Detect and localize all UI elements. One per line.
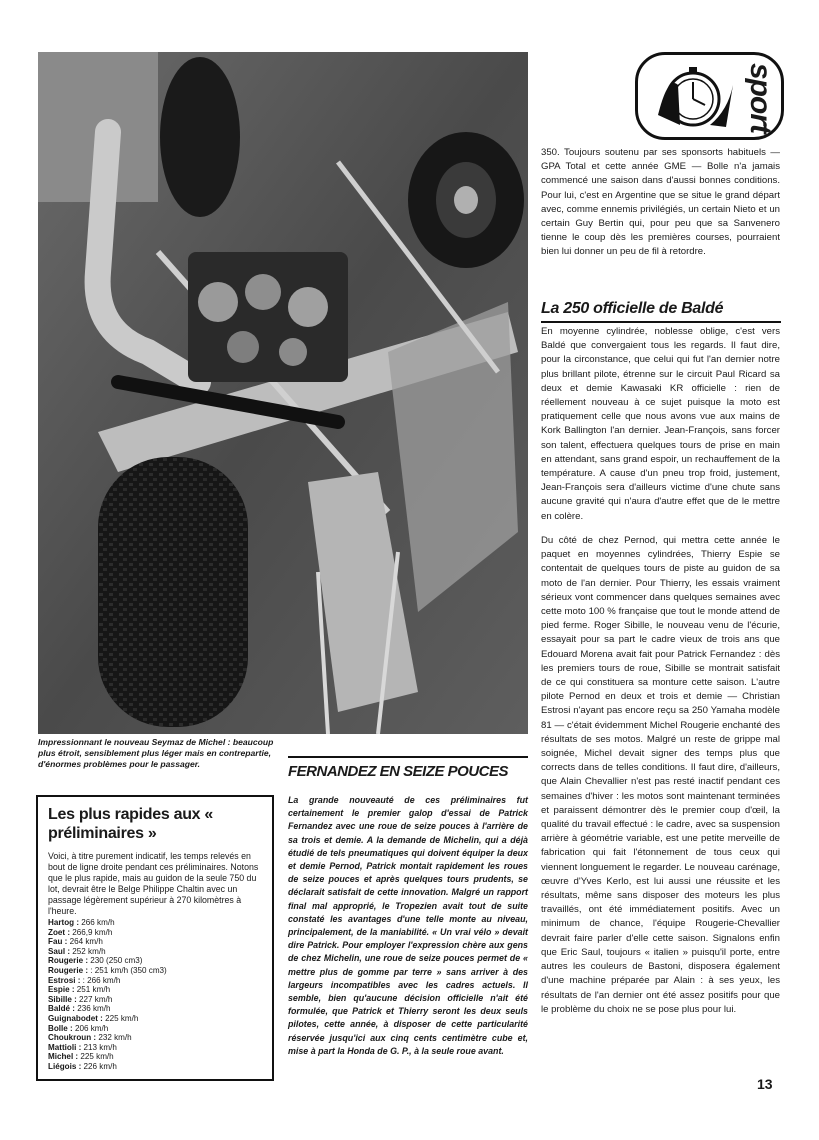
rider-speed: : 251 km/h (350 cm3)	[88, 965, 167, 975]
speed-list-item	[48, 947, 263, 957]
rider-name: Estrosi :	[48, 975, 81, 985]
rider-name: Sibille :	[48, 994, 77, 1004]
speed-list-item	[48, 1024, 263, 1034]
sidecar-illustration	[38, 52, 528, 734]
sidebar-heading: Les plus rapides aux « préliminaires »	[48, 806, 214, 842]
rider-speed: 232 km/h	[96, 1033, 132, 1043]
rider-name: Rougerie :	[48, 965, 89, 975]
rider-name: Bolle :	[48, 1023, 73, 1033]
rider-speed: 236 km/h	[75, 1004, 111, 1014]
fernandez-paragraph: La grande nouveauté de ces préliminaires fut certainement le premier galop d'essai de Patrick Fernandez avec une roue de seize pouces à l'arrière de sa trois et demie. A la demande de Michelin, qui a déjà étudié de tels pneumatiques qui doivent équiper la deux et demie Pernod, Patrick montait rapidement les roues de seize pouces et après quelques tours prudents, se déclarait satisfait de cette innovation. Malgré un rapport final mal approprié, le Tropezien avait tout de suite constaté les avantages d'une telle monte au niveau, principalement, de la maniabilité. « Un vrai vélo » devait dire Patrick. Pour employer l'expression chère aux gens de chez Michelin, une roue de seize pouces permet de « mettre plus de gomme par terre » sans arriver à des largeurs incompatibles avec les cadres actuels. Il semble, bien qu'aucune décision officielle n'ait été formulée, que Patrick et Thierry seront les deux seuls pilotes, cette année, à disposer de cette particularité réservée jusqu'ici aux cinq cents centimètre cube et, mise à part la Honda de G. P., à la seule roue avant.	[288, 795, 528, 1056]
intro-paragraph: 350. Toujours soutenu par ses sponsorts habituels — GPA Total et cette année GME — Bolle n'a jamais commencé une saison dans d'aussi bonnes conditions. Pour lui, c'est en Argentine que se situe le grand départ avec, comme ennemis privilégiés, un certain Nieto et un certain Guy Bertin qui, pour peu que sa Sanvenero tienne le coup dès les premières courses, pourraient bien lui donner un peu de fil à retordre.	[541, 147, 780, 258]
speed-list-item	[48, 976, 263, 986]
speed-list-item	[48, 1004, 263, 1014]
section-heading: La 250 officielle de Baldé	[541, 300, 781, 323]
rider-name: Choukroun :	[48, 1033, 97, 1043]
speed-list-item	[48, 956, 263, 966]
speed-list-item	[48, 985, 263, 995]
rider-speed: 206 km/h	[72, 1023, 109, 1033]
rider-speed: : 266 km/h	[80, 975, 121, 985]
rider-speed: 227 km/h	[76, 994, 113, 1004]
photo-caption: Impressionnant le nouveau Seymaz de Michel : beaucoup plus étroit, sensiblement plus léger mais en contrepartie, d'énormes problèmes pour le passager.	[38, 737, 274, 769]
speed-list-item	[48, 1062, 263, 1072]
rider-name: Michel :	[48, 1052, 79, 1062]
sport-logo	[635, 52, 784, 140]
rider-speed: 213 km/h	[81, 1042, 117, 1052]
speed-sidebar	[36, 795, 274, 1081]
rider-name: Espie :	[48, 985, 75, 995]
rider-name: Guignabodet :	[48, 1013, 103, 1023]
rider-speed: 225 km/h	[78, 1052, 114, 1062]
speed-list-item	[48, 918, 263, 928]
speed-list	[48, 918, 263, 1072]
rider-name: Hartog :	[48, 918, 80, 927]
fernandez-heading: FERNANDEZ EN SEIZE POUCES	[288, 763, 509, 780]
section-paragraph-1: En moyenne cylindrée, noblesse oblige, c'est vers Baldé que convergaient tous les regards. Il faut dire, pour la circonstance, que celui qui fut l'an dernier notre plus brillant pilote, étrenne sur le circuit Paul Ricard sa deux et demie Kawasaki KR officielle : rien de réellement nouveau à ce sujet puisque la moto est pratiquement celle que nous avons vue aux mains de Kork Ballington l'an dernier. Jean-François, sans forcer son talent, effectuera quelques tours de prise en main en attendant, sans grand espoir, un rechauffement de la température. A cause d'un pneu trop froid, justement, Jean-François sera d'ailleurs victime d'une chute sans aucune gravité qui n'aura d'autre effet que de le mettre en colère.	[541, 326, 780, 522]
speed-list-item	[48, 966, 263, 976]
rider-name: Fau :	[48, 937, 68, 947]
speed-list-item	[48, 937, 263, 947]
rider-name: Liégois :	[48, 1061, 82, 1071]
rider-speed: 226 km/h	[81, 1061, 117, 1071]
speed-list-item	[48, 1043, 263, 1053]
speed-list-item	[48, 995, 263, 1005]
rider-speed: 266,9 km/h	[70, 927, 113, 937]
rider-speed: 251 km/h	[74, 985, 111, 995]
rider-name: Mattioli :	[48, 1042, 82, 1052]
rider-speed: 225 km/h	[102, 1013, 139, 1023]
rider-speed: 264 km/h	[67, 937, 103, 947]
rider-speed: 266 km/h	[79, 918, 115, 927]
section-paragraph-2: Du côté de chez Pernod, qui mettra cette année le paquet en moyennes cylindrées, Thierry Espie se contentait de quelques tours de piste au guidon de sa moto de l'an dernier. Pour Thierry, les essais vraiment sérieux vont commencer dans quelques semaines avec cette moto 100 % française que tout le monde attend de pied ferme. Roger Sibille, le nouveau venu de l'écurie, essayait pour sa part le cadre vieux de trois ans que Edouard Morena avait fait pour Patrick Fernandez : dès les premiers tours de roue, Sibille se montrait satisfait de ce qui constituera sa monture cette saison. L'autre pilote Pernod en deux et trois et demie — Christian Estrosi n'ayant pas encore reçu sa 250 Yamaha modèle 81 — c'était évidemment Michel Rougerie enchanté des résultats de ses motos. Malgré un reste de grippe mal soignée, Michel devait signer des temps plus que corrects dans de telles conditions. Il faut dire, d'ailleurs, que Alain Chevallier n'est pas resté inactif pendant ces semaines d'hiver : les motos sont maintenant terminées et paraissent démontrer dès le premier coup d'œil, la qualité du travail effectué : le cadre, avec sa suspension arrière à géométrie variable, est une petite merveille de fabrication qui fait l'étonnement de tous ceux qui viennent longuement le regarder. Le nouveau carénage, œuvre d'Yves Kerlo, est lui aussi une réussite et les résultats, même sans disposer des moteurs les plus travaillés, ont été immédiatement positifs. Avec un minimum de chance, l'équipe Rougerie-Chevallier devrait faire parler d'elle cette saison. Signalons enfin que Eric Saul, toujours « italien » puisqu'il porte, entre autres les couleurs de Bastoni, disposera également d'une machine préparée par Alain : à ses yeux, les résultats de l'an dernier ont été assez positifs pour que le problème du choix ne se pose plus pour lui.	[541, 535, 780, 1015]
rider-name: Zoet :	[48, 927, 71, 937]
rider-speed: 252 km/h	[70, 946, 106, 956]
sidecar-photo	[38, 52, 528, 734]
page-number: 13	[757, 1076, 773, 1092]
rider-name: Rougerie :	[48, 956, 89, 966]
rider-name: Saul :	[48, 946, 71, 956]
sidebar-intro: Voici, à titre purement indicatif, les temps relevés en bout de ligne droite pendant ces préliminaires. Notons que le plus rapide, mais au guidon de la seule 750 du lot, devrait être le Belge Philippe Chaltin avec un passage légèrement supérieur à 270 kilomètres à l'heure.	[48, 851, 259, 916]
speed-list-item	[48, 1014, 263, 1024]
speed-list-item	[48, 928, 263, 938]
rider-speed: 230 (250 cm3)	[88, 956, 143, 966]
speed-list-item	[48, 1033, 263, 1043]
rider-name: Baldé :	[48, 1004, 75, 1014]
article-rule	[288, 756, 528, 758]
speed-list-item	[48, 1052, 263, 1062]
logo-word: sport	[744, 63, 777, 133]
